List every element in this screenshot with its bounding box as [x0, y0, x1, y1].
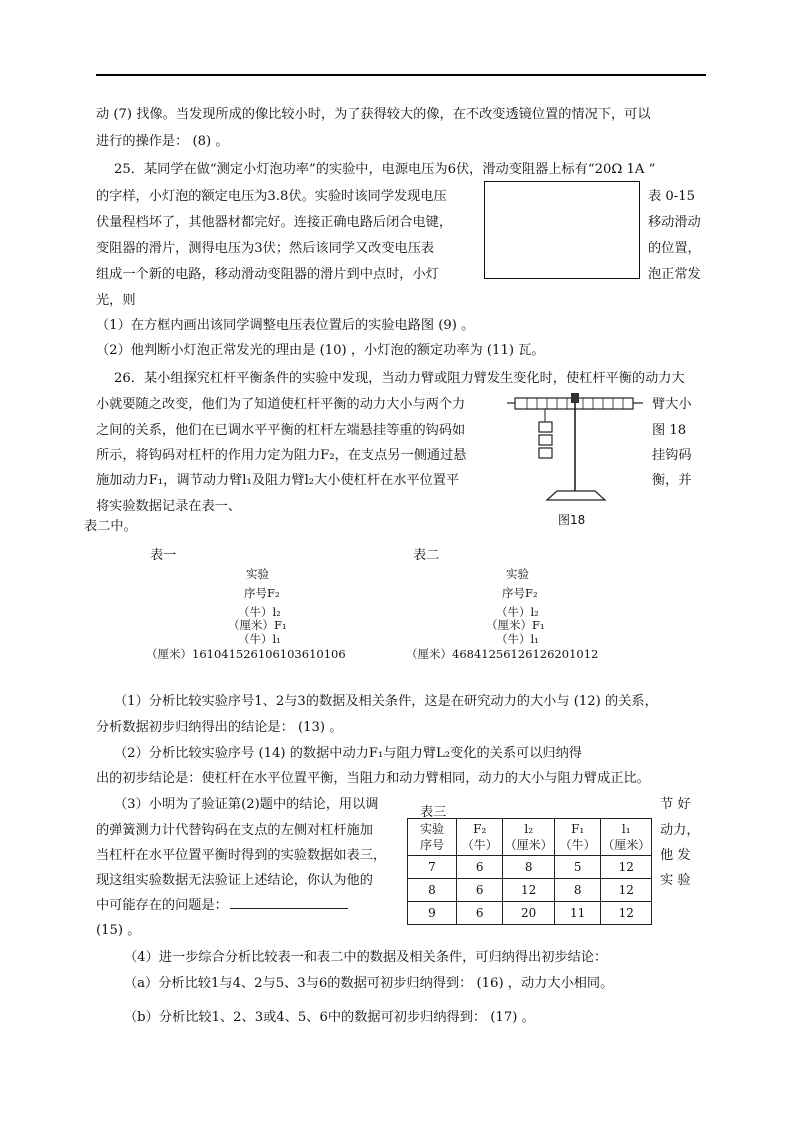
table-cell: 6 — [456, 879, 502, 902]
table1-title: 表一 — [150, 548, 177, 563]
text-line: （1）分析比较实验序号1、2与3的数据及相关条件，这是在研究动力的大小与 (12) 的关系， — [114, 694, 658, 709]
text-line: 表 0-15 — [648, 189, 696, 204]
table3-header: F₂ （牛） — [456, 819, 502, 856]
table2-title: 表二 — [413, 548, 440, 563]
text-line: 光，则 — [96, 293, 136, 308]
table-cell: 7 — [408, 856, 457, 879]
table-cell: 20 — [503, 902, 555, 925]
table3-header: 实验 序号 — [408, 819, 457, 856]
table2-text: （厘米）F₁ — [486, 618, 545, 632]
text-line: （2）分析比较实验序号 (14) 的数据中动力F₁与阻力臂L₂变化的关系可以归纳得 — [114, 746, 582, 761]
table1-text: 序号F₂ — [244, 586, 280, 600]
table3-header: l₂ （厘米） — [503, 819, 555, 856]
table-cell: 12 — [601, 902, 652, 925]
text-line: 表二中。 — [84, 519, 137, 534]
text-line: （2）他判断小灯泡正常发光的理由是 (10) ，小灯泡的额定功率为 (11) 瓦。 — [96, 343, 545, 358]
text-line: 将实验数据记录在表一、 — [96, 499, 242, 514]
table3-header: F₁ （牛） — [554, 819, 600, 856]
text-line: 的位置， — [648, 241, 701, 256]
table-row — [408, 856, 652, 879]
text-line: （b）分析比较1、2、3或4、5、6中的数据可初步归纳得到： (17) 。 — [124, 1010, 535, 1025]
text-line: 之间的关系，他们在已调水平平衡的杠杆左端悬挂等重的钩码如 — [96, 423, 466, 438]
text-line: 的弹簧测力计代替钩码在支点的左侧对杠杆施加 — [96, 823, 373, 838]
text-line: 泡正常发 — [648, 267, 701, 282]
table2-text: 实验 — [506, 567, 529, 581]
text-line: 变阻器的滑片，测得电压为3伏；然后该同学又改变电压表 — [96, 241, 435, 256]
table-cell: 12 — [503, 879, 555, 902]
question-26: 26．某小组探究杠杆平衡条件的实验中发现，当动力臂或阻力臂发生变化时，使杠杆平衡的动力大 — [114, 371, 685, 386]
table1-text: 实验 — [246, 567, 269, 581]
table-cell: 5 — [554, 856, 600, 879]
text-line: (15) 。 — [96, 923, 141, 938]
text-line: 挂钩码 — [652, 448, 692, 463]
table3-header-row — [408, 819, 652, 856]
table-cell: 6 — [456, 856, 502, 879]
table1-text: （厘米）F₁ — [228, 618, 287, 632]
text-line: 他 发 — [660, 848, 691, 863]
table2-text: （牛）l₁ — [496, 632, 539, 646]
text-line: 动力， — [660, 823, 700, 838]
text-line: 分析数据初步归纳得出的结论是： (13) 。 — [96, 720, 343, 735]
text-line: 所示，将钩码对杠杆的作用力定为阻力F₂，在支点另一侧通过悬 — [96, 448, 467, 463]
table3-header: l₁ （厘米） — [601, 819, 652, 856]
table2-text: 序号F₂ — [502, 586, 538, 600]
text-line: 臂大小 — [652, 397, 692, 412]
table1-text: （厘米）161041526106103610106 — [146, 647, 346, 661]
lever-figure — [505, 388, 650, 513]
text-line: 当杠杆在水平位置平衡时得到的实验数据如表三， — [96, 848, 387, 863]
table-cell: 8 — [408, 879, 457, 902]
table-cell: 12 — [601, 879, 652, 902]
text-line: （1）在方框内画出该同学调整电压表位置后的实验电路图 (9) 。 — [96, 318, 475, 333]
text-line: 实 验 — [660, 873, 691, 888]
table2-text: （厘米）46841256126126201012 — [406, 647, 599, 661]
text-line: 节 好 — [660, 797, 691, 812]
table-cell: 12 — [601, 856, 652, 879]
text-line: （a）分析比较1与4、2与5、3与6的数据可初步归纳得到： (16) ，动力大小相同。 — [124, 976, 614, 991]
table-row — [408, 879, 652, 902]
text-line: 小就要随之改变，他们为了知道使杠杆平衡的动力大小与两个力 — [96, 397, 466, 412]
table-cell: 6 — [456, 902, 502, 925]
text-line: 进行的操作是： (8) 。 — [96, 134, 229, 149]
answer-blank — [230, 908, 348, 909]
table-cell: 8 — [503, 856, 555, 879]
circuit-diagram-box — [484, 181, 640, 279]
table2-text: （牛）l₂ — [496, 605, 539, 619]
table-cell: 11 — [554, 902, 600, 925]
table-cell: 9 — [408, 902, 457, 925]
table1-text: （牛）l₂ — [238, 605, 281, 619]
table1-text: （牛）l₁ — [238, 632, 281, 646]
text-line: 中可能存在的问题是： — [96, 898, 228, 913]
text-line: （4）进一步综合分析比较表一和表二中的数据及相关条件，可归纳得出初步结论： — [124, 950, 608, 965]
text-line: 现这组实验数据无法验证上述结论，你认为他的 — [96, 873, 373, 888]
text-line: 衡，并 — [652, 473, 692, 488]
question-25: 25．某同学在做“测定小灯泡功率”的实验中，电源电压为6伏，滑动变阻器上标有“20Ω 1A ” — [114, 162, 656, 177]
text-line: 动 (7) 找像。当发现所成的像比较小时，为了获得较大的像，在不改变透镜位置的情况下，可以 — [96, 107, 651, 122]
table3 — [407, 818, 652, 925]
text-line: 移动滑动 — [648, 215, 701, 230]
text-line: 的字样，小灯泡的额定电压为3.8伏。实验时该同学发现电压 — [96, 189, 447, 204]
text-line: （3）小明为了验证第(2)题中的结论，用以调 — [114, 797, 379, 812]
figure-caption: 图18 — [558, 513, 586, 527]
table3-title: 表三 — [420, 805, 447, 820]
text-line: 组成一个新的电路，移动滑动变阻器的滑片到中点时，小灯 — [96, 267, 439, 282]
table-row — [408, 902, 652, 925]
header-rule — [96, 74, 706, 76]
text-line: 图 18 — [652, 423, 687, 438]
table-cell: 8 — [554, 879, 600, 902]
text-line: 施加动力F₁，调节动力臂l₁及阻力臂l₂大小使杠杆在水平位置平 — [96, 473, 460, 488]
text-line: 出的初步结论是：使杠杆在水平位置平衡，当阻力和动力臂相同，动力的大小与阻力臂成正比。 — [96, 771, 650, 786]
text-line: 伏量程档坏了，其他器材都完好。连接正确电路后闭合电键， — [96, 215, 453, 230]
